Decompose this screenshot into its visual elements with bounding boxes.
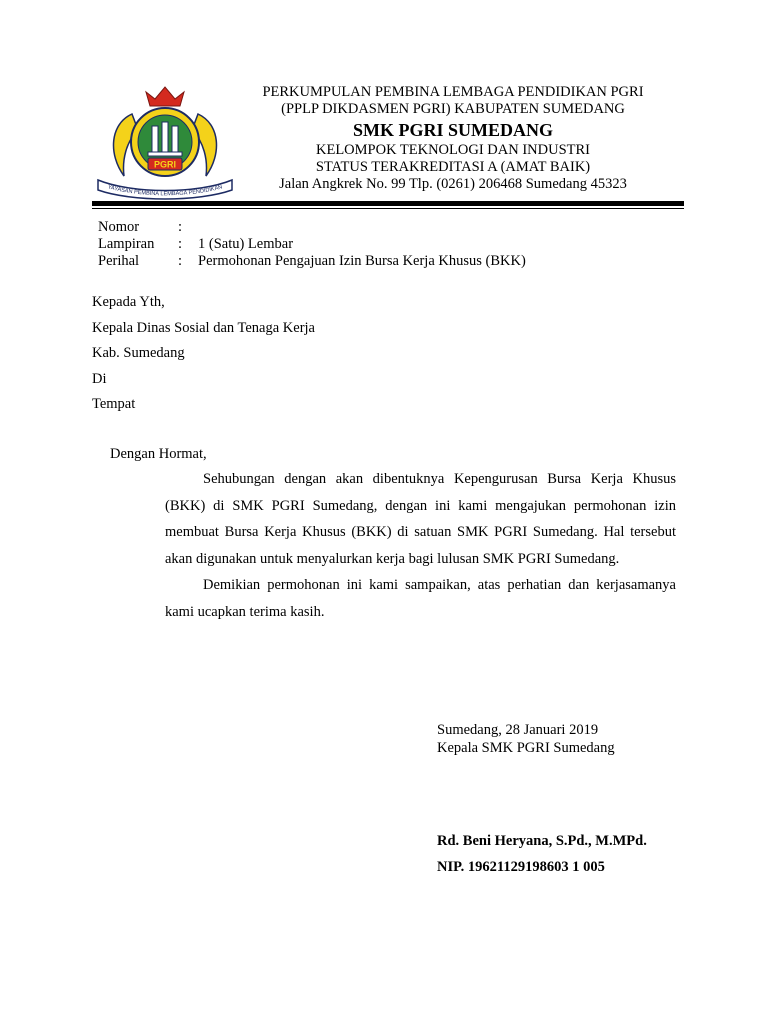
meta-row-perihal bbox=[98, 253, 526, 270]
meta-label: Lampiran bbox=[98, 236, 155, 252]
meta-colon: : bbox=[178, 236, 183, 252]
letterhead-divider-thin bbox=[92, 208, 684, 209]
body-paragraph: Demikian permohonan ini kami sampaikan, atas perhatian dan kerjasamanya kami ucapkan terima kasih. bbox=[165, 577, 676, 620]
school-name: SMK PGRI SUMEDANG bbox=[352, 120, 553, 140]
meta-colon: : bbox=[178, 219, 183, 235]
signer-nip: NIP. 19621129198603 1 005 bbox=[437, 859, 605, 875]
body-paragraph: Sehubungan dengan akan dibentuknya Kepengurusan Bursa Kerja Khusus (BKK) di SMK PGRI Sumedang, dengan ini kami mengajukan permohonan izin membuat Bursa Kerja Khusus (BKK) di satuan SMK PGRI Sumedang. Hal tersebut akan digunakan untuk menyalurkan kerja bagi lulusan SMK PGRI Sumedang. bbox=[165, 471, 676, 567]
signer-block bbox=[437, 828, 647, 880]
meta-label: Nomor bbox=[98, 219, 140, 235]
pgri-logo bbox=[92, 84, 238, 202]
letter-meta bbox=[98, 219, 526, 270]
meta-colon: : bbox=[178, 253, 183, 269]
meta-value: 1 (Satu) Lembar bbox=[198, 236, 294, 252]
letterhead-divider-thick bbox=[92, 201, 684, 206]
letterhead bbox=[238, 84, 668, 193]
signer-name: Rd. Beni Heryana, S.Pd., M.MPd. bbox=[437, 833, 647, 849]
recipient-line: Di bbox=[92, 370, 107, 387]
recipient-block bbox=[92, 294, 315, 422]
pgri-badge-text: PGRI bbox=[153, 159, 177, 170]
recipient-line: Tempat bbox=[92, 396, 136, 412]
signoff-block bbox=[437, 721, 615, 757]
recipient-line: Kab. Sumedang bbox=[92, 345, 185, 361]
school-group: KELOMPOK TEKNOLOGI DAN INDUSTRI bbox=[315, 142, 590, 158]
meta-value: Permohonan Pengajuan Izin Bursa Kerja Khusus (BKK) bbox=[198, 253, 526, 269]
org-subname: (PPLP DIKDASMEN PGRI) KABUPATEN SUMEDANG bbox=[281, 101, 625, 117]
meta-label: Perihal bbox=[98, 253, 140, 269]
school-address: Jalan Angkrek No. 99 Tlp. (0261) 206468 Sumedang 45323 bbox=[279, 176, 627, 192]
recipient-line: Kepala Dinas Sosial dan Tenaga Kerja bbox=[92, 319, 315, 336]
greeting: Dengan Hormat, bbox=[110, 446, 207, 462]
letter-body bbox=[165, 466, 676, 625]
accreditation-status: STATUS TERAKREDITASI A (AMAT BAIK) bbox=[315, 159, 591, 175]
recipient-line: Kepada Yth, bbox=[92, 294, 165, 310]
meta-row-lampiran bbox=[98, 236, 526, 253]
org-name: PERKUMPULAN PEMBINA LEMBAGA PENDIDIKAN PGRI bbox=[262, 84, 644, 100]
meta-row-nomor bbox=[98, 219, 526, 236]
signer-position: Kepala SMK PGRI Sumedang bbox=[437, 740, 615, 756]
crown-icon bbox=[146, 87, 184, 106]
place-date: Sumedang, 28 Januari 2019 bbox=[437, 722, 599, 738]
ribbon-text: YAYASAN PEMBINA LEMBAGA PENDIDIKAN bbox=[106, 184, 224, 198]
